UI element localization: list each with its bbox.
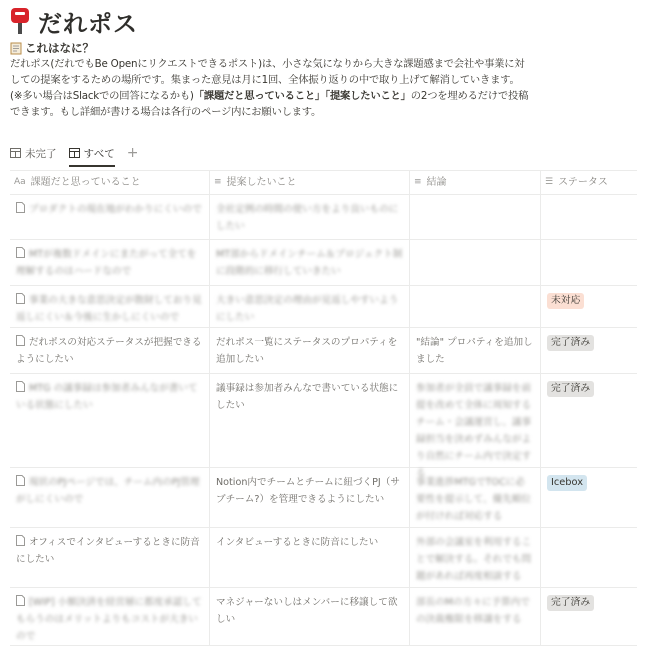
text-property-icon: ≡ xyxy=(214,177,222,187)
column-label: 結論 xyxy=(426,177,447,188)
cell-issue[interactable] xyxy=(10,195,210,239)
issue-text: [WIP] 小額決済を経営層に都度承認してもらうのはメリットよりもコストが大きいので xyxy=(16,597,202,642)
cell-conclusion[interactable] xyxy=(410,528,541,587)
proposal-text: MT部からドメインチーム＆プロジェクト制に段階的に移行していきたい xyxy=(216,249,403,277)
cell-conclusion[interactable] xyxy=(410,588,541,645)
proposal-text: インタビューするときに防音にしたい xyxy=(216,537,379,548)
postbox-icon xyxy=(10,7,30,35)
issue-text: 現状のPJページでは、チーム内のPJ管理がしにくいので xyxy=(16,477,200,505)
status-badge: 未対応 xyxy=(547,293,584,309)
cell-issue[interactable] xyxy=(10,528,210,587)
table-header-row xyxy=(10,170,637,195)
page-icon xyxy=(16,335,25,346)
conclusion-text: 部長のMの方々に予算内での決裁権限を移譲をする xyxy=(416,597,530,625)
cell-status[interactable] xyxy=(541,240,637,285)
add-view-button[interactable]: + xyxy=(126,145,139,161)
cell-status[interactable] xyxy=(541,195,637,239)
issue-text: だれポスの対応ステータスが把握できるようにしたい xyxy=(16,337,202,365)
table-row[interactable] xyxy=(10,468,637,528)
cell-status[interactable] xyxy=(541,374,637,467)
page-icon xyxy=(16,247,25,258)
conclusion-text: 参加者が全員で議事録を前提を改めて全体に周知するチーム・会議運営し、議事録担当を決めずみんながより自然にチーム内で決定する xyxy=(416,383,532,479)
conclusion-text: "結論" プロパティを追加しました xyxy=(416,337,533,365)
cell-conclusion[interactable] xyxy=(410,374,541,479)
cell-issue[interactable] xyxy=(10,286,210,327)
description-text-1: だれポス(だれでもBe Openにリクエストできるポスト)は、小さな気になりから大きな課題感まで会社や事業に対しての提案をするための場所です。集まった意見は月に1回、全体振り返りの中で取り上げて解消していきます。(※多い場合はSlackでの回答になるかも) xyxy=(10,58,525,102)
cell-conclusion[interactable] xyxy=(410,286,541,327)
table-row[interactable] xyxy=(10,328,637,374)
cell-status[interactable] xyxy=(541,468,637,527)
description-text-2: の2つを埋めるだけで投稿できます。もし詳細が書ける場合は各行のページ内にお願いします。 xyxy=(10,90,529,118)
description-bold-1: 「課題だと思っていること」 xyxy=(193,90,326,102)
cell-issue[interactable] xyxy=(10,374,210,467)
proposal-text: マネジャーないしはメンバーに移譲して欲しい xyxy=(216,597,398,625)
status-badge: 完了済み xyxy=(547,595,594,611)
cell-issue[interactable] xyxy=(10,468,210,527)
text-property-icon: ≡ xyxy=(414,177,422,187)
column-header-conclusion[interactable] xyxy=(410,171,541,194)
description-heading xyxy=(10,40,530,56)
cell-status[interactable] xyxy=(541,528,637,587)
column-header-status[interactable] xyxy=(541,171,637,194)
table-row[interactable] xyxy=(10,195,637,240)
table-row[interactable] xyxy=(10,374,637,479)
cell-proposal[interactable] xyxy=(210,240,410,285)
proposal-text: 議事録は参加者みんなで書いている状態にしたい xyxy=(216,383,399,411)
tab-all-label: すべて xyxy=(83,147,115,160)
tab-incomplete[interactable] xyxy=(10,143,57,163)
table-row[interactable] xyxy=(10,588,637,646)
database-table xyxy=(10,170,637,646)
view-tabs xyxy=(10,143,139,163)
page-description xyxy=(10,40,530,120)
cell-status[interactable] xyxy=(541,328,637,373)
cell-proposal[interactable] xyxy=(210,328,410,373)
cell-proposal[interactable] xyxy=(210,528,410,587)
cell-proposal[interactable] xyxy=(210,468,410,527)
conclusion-text: 事業進捗MTGでTOCに必要性を提示して、優先順位が付ければ対応する xyxy=(416,477,531,522)
issue-text: MTが複数ドメインにまたがって全てを理解するのはハードなので xyxy=(16,249,197,277)
description-heading-text: これはなに？ xyxy=(25,41,94,55)
description-body xyxy=(10,56,530,120)
proposal-text: Notion内でチームとチームに紐づくPJ（サブチーム?）を管理できるようにしたい xyxy=(216,477,400,505)
cell-conclusion[interactable] xyxy=(410,328,541,373)
column-header-issue[interactable] xyxy=(10,171,210,194)
cell-conclusion[interactable] xyxy=(410,240,541,285)
page-header xyxy=(10,4,138,38)
column-label: ステータス xyxy=(558,177,608,188)
tab-all[interactable] xyxy=(69,143,115,163)
page-icon xyxy=(16,475,25,486)
cell-issue[interactable] xyxy=(10,588,210,645)
conclusion-text: 外部の会議室を利用することで解決する。それでも問題があれば再度相談する xyxy=(416,537,532,582)
issue-text: MTG の議事録は参加者みんなが書いている状態にしたい xyxy=(16,383,198,411)
text-type-icon: Aa xyxy=(14,177,26,187)
cell-status[interactable] xyxy=(541,286,637,327)
description-bold-2: 「提案したいこと」 xyxy=(325,90,411,102)
status-badge: 完了済み xyxy=(547,381,594,397)
table-row[interactable] xyxy=(10,528,637,588)
issue-text: オフィスでインタビューするときに防音にしたい xyxy=(16,537,200,565)
cell-status[interactable] xyxy=(541,588,637,645)
proposal-text: 全社定例の時間の使い方をより良いものにしたい xyxy=(216,204,399,232)
list-property-icon: ☰ xyxy=(545,177,554,187)
cell-issue[interactable] xyxy=(10,328,210,373)
page-icon xyxy=(16,202,25,213)
table-icon xyxy=(10,148,21,158)
issue-text: 事業の大きな意思決定が散財しており見返しにくい＆今後に生かしにくいので xyxy=(16,295,202,323)
page-icon xyxy=(16,535,25,546)
page-icon xyxy=(16,381,25,392)
table-row[interactable] xyxy=(10,240,637,286)
status-badge: Icebox xyxy=(547,475,587,491)
page-icon xyxy=(16,293,25,304)
cell-proposal[interactable] xyxy=(210,588,410,645)
proposal-text: だれポス一覧にステータスのプロパティを追加したい xyxy=(216,337,398,365)
cell-proposal[interactable] xyxy=(210,195,410,239)
cell-conclusion[interactable] xyxy=(410,468,541,527)
tab-incomplete-label: 未完了 xyxy=(25,147,57,160)
page-title: だれポス xyxy=(38,9,138,38)
table-row[interactable] xyxy=(10,286,637,328)
table-icon xyxy=(69,148,80,158)
cell-proposal[interactable] xyxy=(210,374,410,467)
status-badge: 完了済み xyxy=(547,335,594,351)
cell-issue[interactable] xyxy=(10,240,210,285)
column-header-proposal[interactable] xyxy=(210,171,410,194)
column-label: 課題だと思っていること xyxy=(30,177,141,188)
column-label: 提案したいこと xyxy=(226,177,297,188)
memo-icon xyxy=(10,42,22,55)
proposal-text: 大きい意思決定の理由が見返しやすいようにしたい xyxy=(216,295,399,323)
cell-proposal[interactable] xyxy=(210,286,410,327)
cell-conclusion[interactable] xyxy=(410,195,541,239)
page-icon xyxy=(16,595,25,606)
issue-text: プロダクトの現在地がわかりにくいので xyxy=(29,204,202,215)
